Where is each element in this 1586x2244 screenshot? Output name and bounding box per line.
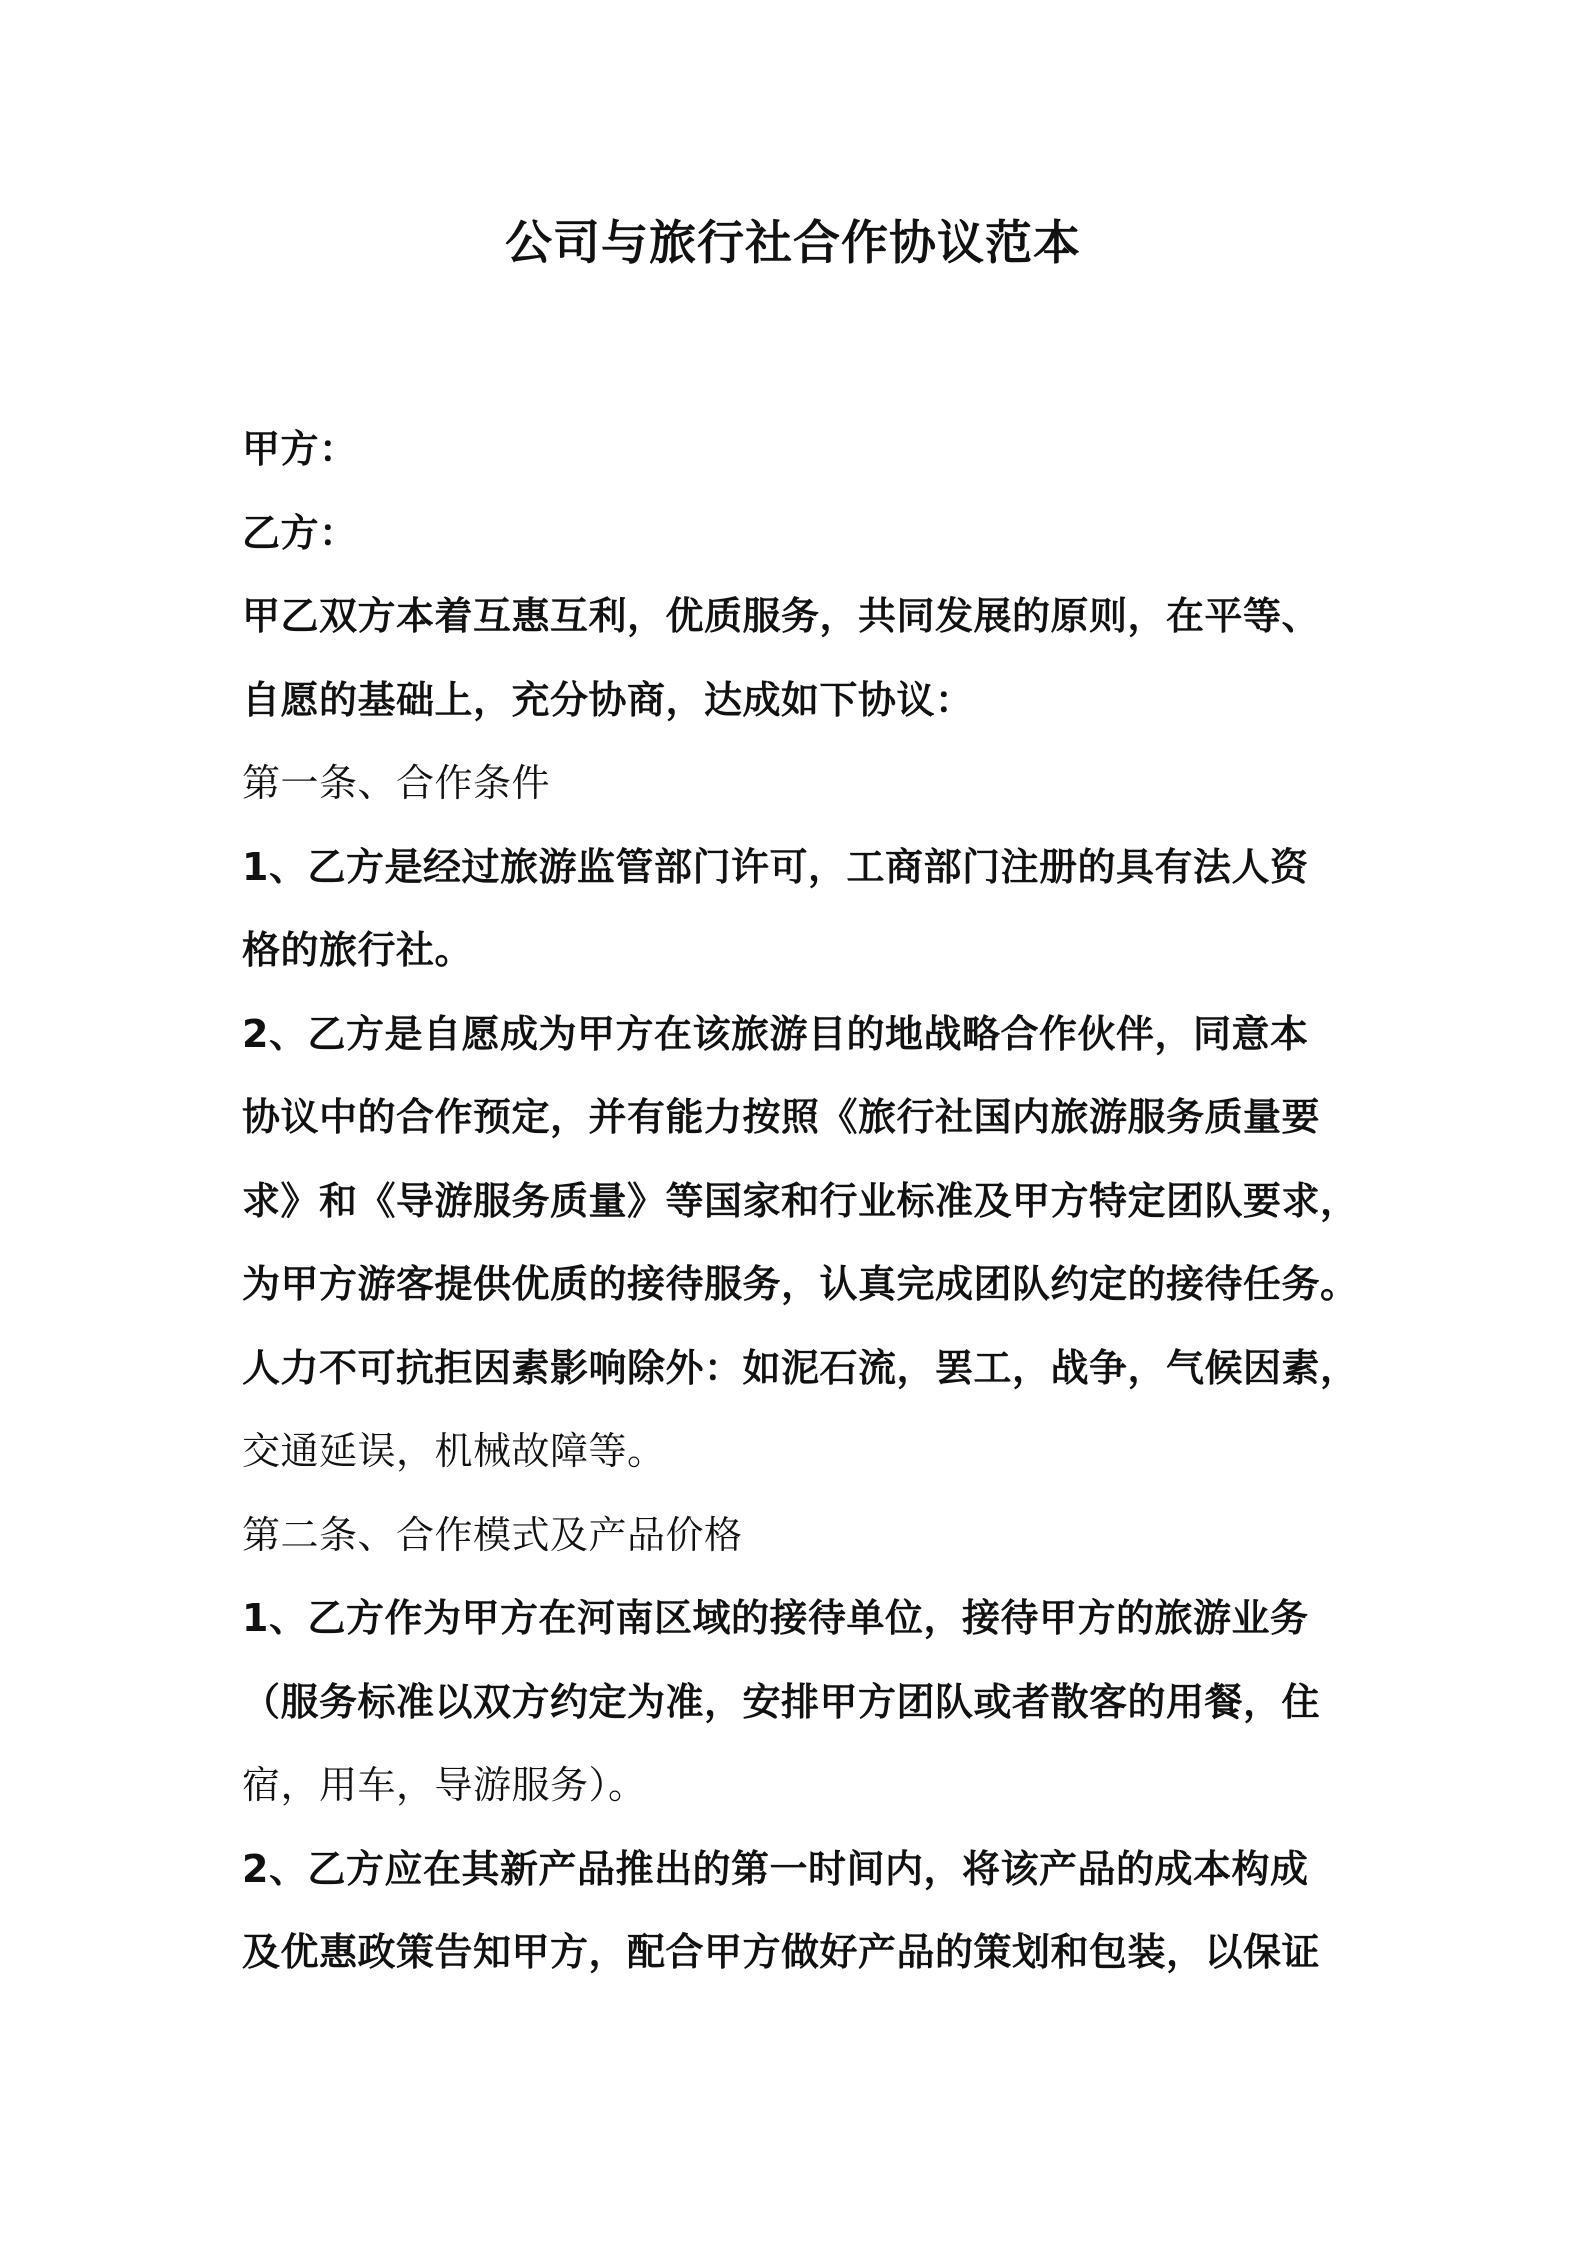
body-line: 第二条、合作模式及产品价格 — [242, 1512, 743, 1557]
body-line: 2、乙方应在其新产品推出的第一时间内，将该产品的成本构成 — [242, 1846, 1309, 1891]
body-line: 第一条、合作条件 — [242, 761, 551, 805]
body-line: 为甲方游客提供优质的接待服务，认真完成团队约定的接待任务。 — [242, 1262, 1359, 1306]
body-line: 甲乙双方本着互惠互利，优质服务，共同发展的原则，在平等、 — [242, 594, 1321, 638]
body-line: （服务标准以双方约定为准，安排甲方团队或者散客的用餐，住 — [242, 1679, 1321, 1724]
body-line: 交通延误，机械故障等。 — [242, 1429, 666, 1473]
body-line: 2、乙方是自愿成为甲方在该旅游目的地战略合作伙伴，同意本 — [242, 1011, 1309, 1056]
body-line: 1、乙方作为甲方在河南区域的接待单位，接待甲方的旅游业务 — [242, 1596, 1309, 1640]
body-line: 宿，用车，导游服务）。 — [242, 1763, 647, 1807]
body-line: 1、乙方是经过旅游监管部门许可，工商部门注册的具有法人资 — [242, 844, 1309, 889]
document-title: 公司与旅行社合作协议范本 — [505, 216, 1081, 271]
body-line: 及优惠政策告知甲方，配合甲方做好产品的策划和包装，以保证 — [242, 1930, 1321, 1974]
body-line: 自愿的基础上，充分协商，达成如下协议： — [242, 677, 974, 722]
body-line: 甲方： — [242, 427, 358, 471]
body-line: 乙方： — [242, 510, 358, 555]
body-line: 协议中的合作预定，并有能力按照《旅行社国内旅游服务质量要 — [242, 1095, 1321, 1139]
document-body — [242, 408, 1372, 1995]
body-line: 人力不可抗拒因素影响除外：如泥石流，罢工，战争，气候因素， — [242, 1345, 1359, 1390]
body-line: 格的旅行社。 — [242, 928, 474, 972]
body-line: 求》和《导游服务质量》等国家和行业标准及甲方特定团队要求， — [242, 1178, 1359, 1223]
